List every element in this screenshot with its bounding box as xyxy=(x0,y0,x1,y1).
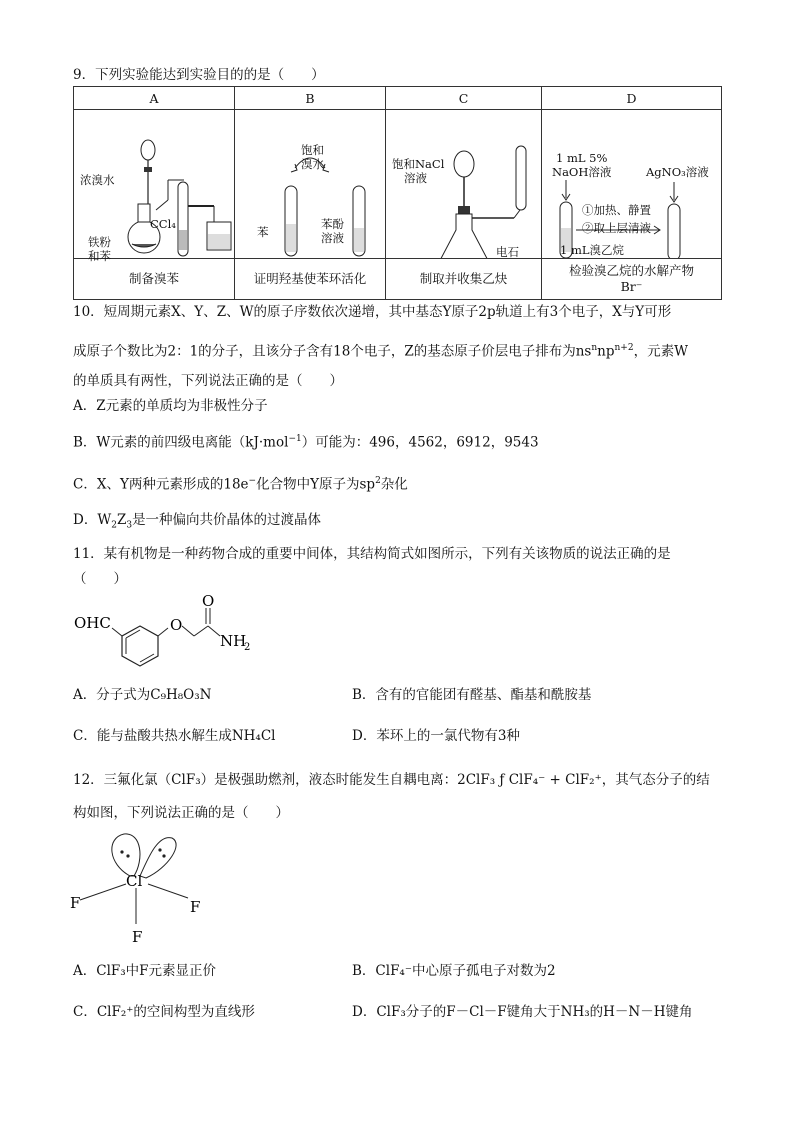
figure-b xyxy=(235,110,386,259)
q10-optc-pre: C．X、Y两种元素形成的18e xyxy=(73,476,249,493)
caption-c: 制取并收集乙炔 xyxy=(386,259,542,300)
label-ccl4: CCl₄ xyxy=(150,217,176,231)
q11-ohc: OHC xyxy=(74,614,111,632)
q10-optc-sup: − xyxy=(248,476,257,486)
q10-optd-pre: D．W xyxy=(73,512,112,528)
header-c: C xyxy=(386,87,542,110)
q11-option-c: C．能与盐酸共热水解生成NH₄Cl xyxy=(73,728,276,744)
q12-f-left: F xyxy=(70,894,81,912)
q11-nh-sub: 2 xyxy=(244,642,251,653)
caption-d xyxy=(542,259,722,300)
label-naoh: NaOH溶液 xyxy=(552,165,612,179)
question-10-line1: 10．短周期元素X、Y、Z、W的原子序数依次递增，其中基态Y原子2p轨道上有3个电子，X与Y可形 xyxy=(73,304,672,320)
question-11-line1: 11．某有机物是一种药物合成的重要中间体，其结构简式如图所示，下列有关该物质的说法正确的是 xyxy=(73,546,671,562)
q10-optb-pre: B．W元素的前四级电离能（kJ·mol xyxy=(73,434,289,451)
header-b: B xyxy=(235,87,386,110)
q10-option-c xyxy=(73,472,408,494)
label-bromine-water: 浓溴水 xyxy=(80,173,115,187)
question-9-stem: 9．下列实验能达到实验目的的是（ ） xyxy=(73,67,325,83)
label-agno3: AgNO₃溶液 xyxy=(646,165,709,179)
q10-line2b: np xyxy=(597,343,615,360)
q10-optd-sub1: 2 xyxy=(111,520,117,531)
q11-option-a: A．分子式为C₉H₈O₃N xyxy=(73,687,212,703)
q10-optb-post: ）可能为：496，4562，6912，9543 xyxy=(301,434,539,451)
q10-optb-sup: −1 xyxy=(288,434,302,444)
experiment-table xyxy=(73,86,722,300)
header-a: A xyxy=(74,87,235,110)
caption-d-line2: Br⁻ xyxy=(620,279,643,294)
q10-sup-n2: n+2 xyxy=(614,343,634,353)
apparatus-d-drawing xyxy=(542,110,722,258)
q12-option-b: B．ClF₄⁻中心原子孤电子对数为2 xyxy=(352,963,556,979)
figure-d xyxy=(542,110,722,259)
q10-optd-post: 是一种偏向共价晶体的过渡晶体 xyxy=(132,512,322,528)
q11-carbonyl-o: O xyxy=(202,592,215,610)
figure-c xyxy=(386,110,542,259)
label-iron-2: 和苯 xyxy=(88,249,111,263)
caption-d-line1: 检验溴乙烷的水解产物 xyxy=(568,263,694,278)
label-nacl-2: 溶液 xyxy=(404,171,427,185)
caption-a: 制备溴苯 xyxy=(74,259,235,300)
q11-structure xyxy=(70,590,260,672)
label-nacl-1: 饱和NaCl xyxy=(392,157,445,171)
q12-structure xyxy=(68,824,218,950)
q10-optc-sup2: 2 xyxy=(375,476,381,486)
label-phenol-2: 溶液 xyxy=(321,231,344,245)
q10-optc-mid: 化合物中Y原子为sp xyxy=(256,476,376,493)
q10-option-b xyxy=(73,430,539,452)
q10-optd-mid: Z xyxy=(116,512,127,528)
q10-optd-sub2: 3 xyxy=(126,520,133,531)
q10-optc-post: 杂化 xyxy=(380,476,408,493)
q11-nh: NH xyxy=(220,632,247,650)
caption-b: 证明羟基使苯环活化 xyxy=(235,259,386,300)
label-step2: ②取上层清液 xyxy=(582,221,651,235)
q12-f-bottom: F xyxy=(132,928,143,946)
q10-option-a: A．Z元素的单质均为非极性分子 xyxy=(73,398,268,414)
label-benzene: 苯 xyxy=(257,225,269,239)
q10-sup-n: n xyxy=(591,343,598,353)
q12-cl: Cl xyxy=(126,872,143,890)
q12-option-a: A．ClF₃中F元素显正价 xyxy=(73,963,217,979)
q12-option-d: D．ClF₃分子的F－Cl－F键角大于NH₃的H－N－H键角 xyxy=(352,1004,693,1020)
header-d: D xyxy=(542,87,722,110)
q10-option-d xyxy=(73,511,321,535)
question-10-line3: 的单质具有两性，下列说法正确的是（ ） xyxy=(73,373,343,389)
figure-a xyxy=(74,110,235,263)
label-carbide: 电石 xyxy=(496,245,519,259)
q10-line2a: 成原子个数比为2：1的分子，且该分子含有18个电子，Z的基态原子价层电子排布为ns xyxy=(73,343,592,360)
label-saturated: 饱和 xyxy=(301,143,324,157)
question-11-line2: （ ） xyxy=(73,571,127,587)
question-12-line2: 构如图，下列说法正确的是（ ） xyxy=(73,805,289,821)
q12-option-c: C．ClF₂⁺的空间构型为直线形 xyxy=(73,1004,255,1020)
q11-ring-o: O xyxy=(170,616,183,634)
q11-option-d: D．苯环上的一氯代物有3种 xyxy=(352,728,520,744)
label-bromoethane: 1 mL溴乙烷 xyxy=(560,243,625,257)
label-vol: 1 mL 5% xyxy=(556,151,608,165)
q11-option-b: B．含有的官能团有醛基、酯基和酰胺基 xyxy=(352,687,592,703)
label-step1: ①加热、静置 xyxy=(582,203,651,217)
q12-f-right: F xyxy=(190,898,201,916)
q10-line2c: ，元素W xyxy=(633,343,688,360)
question-12-line1: 12．三氟化氯（ClF₃）是极强助燃剂，液态时能发生自耦电离：2ClF₃ ƒ ClF₄⁻ + ClF₂⁺，其气态分子的结 xyxy=(73,772,710,788)
question-10-line2 xyxy=(73,339,688,361)
label-phenol-1: 苯酚 xyxy=(321,217,344,231)
label-iron-1: 铁粉 xyxy=(88,235,111,249)
label-bromine: 溴水 xyxy=(301,157,324,171)
